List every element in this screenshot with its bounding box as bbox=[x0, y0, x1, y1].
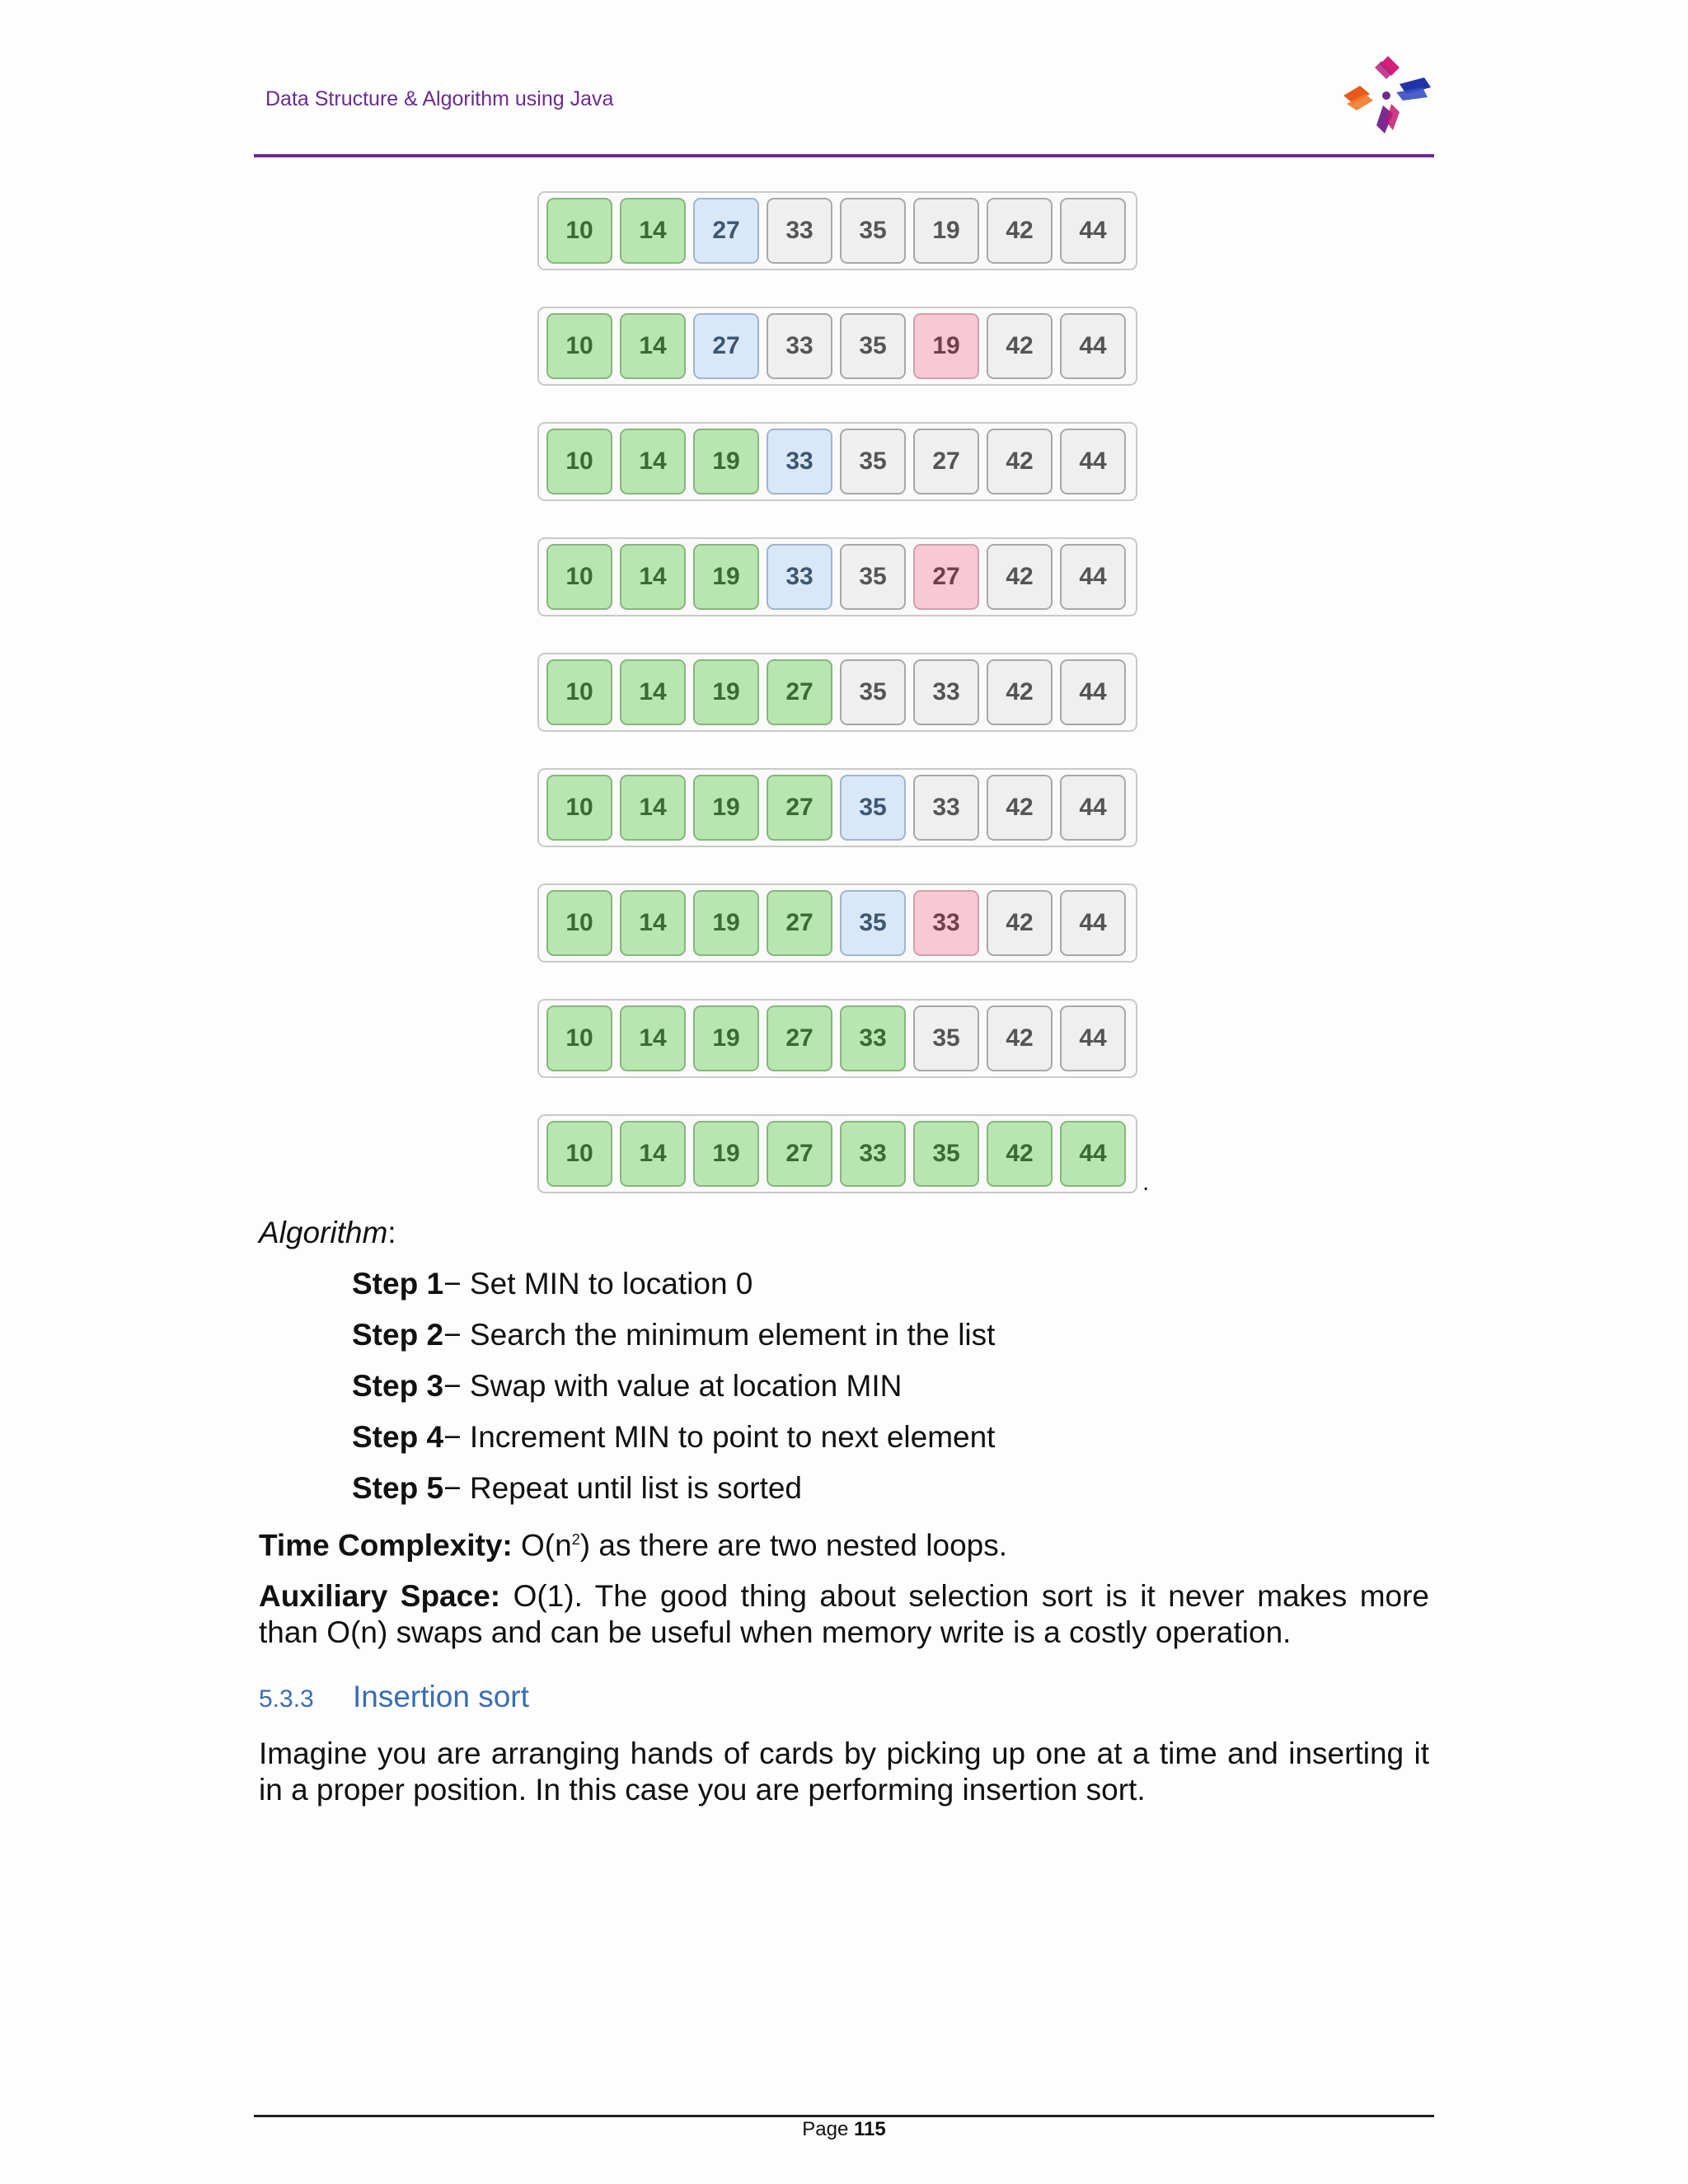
array-cell: 35 bbox=[840, 775, 906, 841]
array-cell: 44 bbox=[1060, 659, 1126, 725]
array-cell: 42 bbox=[987, 659, 1053, 725]
step-text: − Set MIN to location 0 bbox=[443, 1267, 753, 1301]
array-cell: 19 bbox=[693, 890, 759, 956]
step-label: Step 4 bbox=[352, 1420, 444, 1454]
array-cell: 44 bbox=[1060, 544, 1126, 610]
publisher-logo-icon bbox=[1342, 53, 1434, 137]
algorithm-label: Algorithm bbox=[259, 1216, 388, 1249]
array-cell: 33 bbox=[913, 775, 979, 841]
array-cell: 33 bbox=[767, 313, 832, 379]
step-label: Step 5 bbox=[352, 1471, 444, 1505]
section-heading bbox=[259, 1679, 1429, 1718]
array-cell: 14 bbox=[620, 429, 686, 494]
array-cell: 33 bbox=[767, 198, 832, 264]
array-cell: 19 bbox=[693, 544, 759, 610]
footer-label: Page bbox=[802, 2118, 849, 2140]
array-cell: 19 bbox=[913, 313, 979, 379]
array-cell: 42 bbox=[987, 890, 1053, 956]
array-cell: 14 bbox=[620, 659, 686, 725]
array-cell: 44 bbox=[1060, 775, 1126, 841]
array-cell: 19 bbox=[693, 1005, 759, 1071]
array-cell: 27 bbox=[767, 659, 832, 725]
header-divider bbox=[254, 154, 1434, 157]
array-cell: 35 bbox=[913, 1121, 979, 1187]
array-cell: 14 bbox=[620, 1121, 686, 1187]
array-cell: 10 bbox=[546, 429, 612, 494]
array-cell: 27 bbox=[767, 1005, 832, 1071]
page-footer bbox=[0, 2118, 1688, 2141]
array-row bbox=[537, 999, 1137, 1078]
step-text: − Search the minimum element in the list bbox=[443, 1318, 996, 1352]
array-cell: 10 bbox=[546, 890, 612, 956]
array-cell: 10 bbox=[546, 198, 612, 264]
array-cell: 10 bbox=[546, 1121, 612, 1187]
array-cell: 10 bbox=[546, 775, 612, 841]
array-cell: 10 bbox=[546, 659, 612, 725]
trailing-dot: . bbox=[1142, 1169, 1150, 1196]
array-cell: 35 bbox=[840, 890, 906, 956]
array-cell: 35 bbox=[840, 313, 906, 379]
array-row bbox=[537, 653, 1137, 732]
section-number: 5.3.3 bbox=[259, 1685, 314, 1713]
array-cell: 42 bbox=[987, 1121, 1053, 1187]
body-content bbox=[259, 1215, 1429, 1825]
section-title: Insertion sort bbox=[353, 1680, 529, 1714]
time-complexity bbox=[259, 1521, 1429, 1563]
array-cell: 42 bbox=[987, 313, 1053, 379]
array-cell: 27 bbox=[913, 429, 979, 494]
auxiliary-space-label: Auxiliary Space: bbox=[259, 1579, 501, 1614]
auxiliary-space bbox=[259, 1578, 1429, 1651]
array-cell: 14 bbox=[620, 198, 686, 264]
array-cell: 33 bbox=[840, 1121, 906, 1187]
array-cell: 42 bbox=[987, 775, 1053, 841]
step-text: − Swap with value at location MIN bbox=[443, 1369, 903, 1403]
array-cell: 33 bbox=[913, 890, 979, 956]
algorithm-step bbox=[352, 1317, 1429, 1353]
array-cell: 27 bbox=[693, 313, 759, 379]
array-row bbox=[537, 883, 1137, 963]
time-complexity-superscript: 2 bbox=[571, 1531, 580, 1548]
array-cell: 33 bbox=[767, 429, 832, 494]
array-cell: 42 bbox=[987, 544, 1053, 610]
array-cell: 14 bbox=[620, 890, 686, 956]
array-cell: 19 bbox=[693, 429, 759, 494]
array-cell: 33 bbox=[913, 659, 979, 725]
algorithm-heading bbox=[259, 1215, 1429, 1251]
array-cell: 44 bbox=[1060, 890, 1126, 956]
array-cell: 14 bbox=[620, 775, 686, 841]
array-cell: 44 bbox=[1060, 1005, 1126, 1071]
time-complexity-label: Time Complexity: bbox=[259, 1528, 513, 1563]
array-cell: 27 bbox=[767, 1121, 832, 1187]
array-cell: 33 bbox=[840, 1005, 906, 1071]
array-cell: 19 bbox=[693, 659, 759, 725]
array-row bbox=[537, 1114, 1137, 1193]
array-row bbox=[537, 307, 1137, 386]
time-complexity-text-after: ) as there are two nested loops. bbox=[579, 1528, 1008, 1563]
array-row bbox=[537, 191, 1137, 270]
array-cell: 27 bbox=[767, 890, 832, 956]
footer-divider bbox=[254, 2115, 1434, 2117]
page-number: 115 bbox=[854, 2118, 886, 2140]
array-cell: 14 bbox=[620, 313, 686, 379]
array-cell: 19 bbox=[693, 775, 759, 841]
array-cell: 42 bbox=[987, 429, 1053, 494]
algorithm-step bbox=[352, 1419, 1429, 1455]
step-label: Step 2 bbox=[352, 1318, 444, 1352]
array-row bbox=[537, 537, 1137, 616]
array-cell: 10 bbox=[546, 1005, 612, 1071]
array-cell: 10 bbox=[546, 313, 612, 379]
array-row bbox=[537, 422, 1137, 501]
array-cell: 19 bbox=[913, 198, 979, 264]
array-cell: 33 bbox=[767, 544, 832, 610]
header-title: Data Structure & Algorithm using Java bbox=[265, 87, 614, 110]
intro-paragraph: Imagine you are arranging hands of cards by picking up one at a time and inserting it in a proper position. In this case you are performing insertion sort. bbox=[259, 1736, 1429, 1807]
array-cell: 35 bbox=[840, 544, 906, 610]
step-text: − Repeat until list is sorted bbox=[443, 1471, 803, 1505]
array-cell: 42 bbox=[987, 1005, 1053, 1071]
algorithm-step bbox=[352, 1266, 1429, 1302]
array-cell: 35 bbox=[840, 659, 906, 725]
array-cell: 35 bbox=[840, 198, 906, 264]
selection-sort-illustration bbox=[537, 191, 1137, 1230]
array-cell: 35 bbox=[840, 429, 906, 494]
array-cell: 44 bbox=[1060, 1121, 1126, 1187]
array-cell: 27 bbox=[767, 775, 832, 841]
array-row bbox=[537, 768, 1137, 847]
array-cell: 44 bbox=[1060, 198, 1126, 264]
array-cell: 42 bbox=[987, 198, 1053, 264]
array-cell: 27 bbox=[693, 198, 759, 264]
array-cell: 27 bbox=[913, 544, 979, 610]
array-cell: 19 bbox=[693, 1121, 759, 1187]
array-cell: 44 bbox=[1060, 429, 1126, 494]
algorithm-step bbox=[352, 1368, 1429, 1404]
auxiliary-space-text: O(1). The good thing about selection sort is it never makes more than O(n) swaps and can be useful when memory write is a costly operation. bbox=[259, 1579, 1430, 1650]
array-cell: 35 bbox=[913, 1005, 979, 1071]
array-cell: 14 bbox=[620, 1005, 686, 1071]
step-label: Step 1 bbox=[352, 1267, 444, 1301]
array-cell: 44 bbox=[1060, 313, 1126, 379]
time-complexity-text-before: O(n bbox=[512, 1528, 572, 1563]
algorithm-colon: : bbox=[387, 1216, 396, 1249]
array-cell: 14 bbox=[620, 544, 686, 610]
step-text: − Increment MIN to point to next element bbox=[443, 1420, 996, 1454]
array-cell: 10 bbox=[546, 544, 612, 610]
step-label: Step 3 bbox=[352, 1369, 444, 1403]
algorithm-step bbox=[352, 1470, 1429, 1507]
